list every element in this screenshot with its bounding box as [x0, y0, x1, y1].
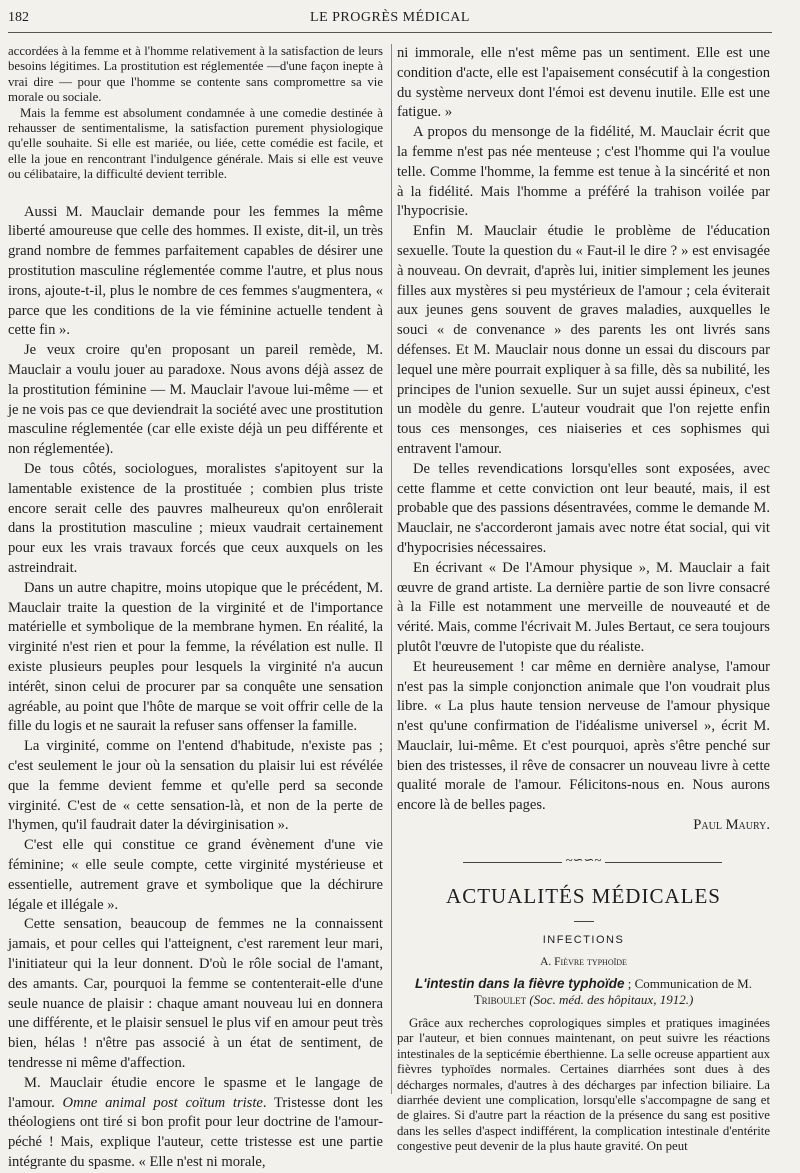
author-signature: Paul Maury.	[693, 817, 770, 834]
article-source: (Soc. méd. des hôpitaux, 1912.)	[526, 991, 694, 1007]
page-number: 182	[8, 10, 29, 25]
left-column	[8, 44, 383, 1173]
column-divider	[391, 44, 392, 1094]
paragraph: De tous côtés, sociologues, moralistes s'apitoyent sur la lamentable existence de la prostituée ; combien plus triste encore serait celle des pauvres malheureux qu'on enrôlerait dans la prostitution masculine ; mieux vaudrait certainement pour eux les vrais travaux forcés que ceux auxquels on les astreindrait.	[8, 461, 383, 576]
article-author: Triboulet	[473, 991, 527, 1007]
paragraph: Aussi M. Mauclair demande pour les femmes la même liberté amoureuse que celle des hommes. Il existe, dit-il, un très grand nombre de femmes parfaitement capables de désirer une prostitution masculine réglementée comme l'autre, et plus nous irons, ajoute-t-il, plus le nombre de ces femmes s'augmentera, « parce que les conditions de la vie féminine actuelle tendent à cette fin ».	[8, 203, 383, 339]
small-print-block	[8, 44, 383, 183]
main-text-block	[8, 203, 383, 1173]
paragraph: La virginité, comme on l'entend d'habitude, n'existe pas ; c'est seulement le jour où la sensation du plaisir lui est révélée que la femme devient femme et qu'elle perd sa seconde virginité. C'est de « cette sensation-là, et non de la perte de l'hymen, qu'il faudrait dater la dévirginisation ».	[8, 738, 383, 834]
right-column	[397, 44, 770, 1155]
section-divider	[397, 851, 770, 872]
paragraph: ni immorale, elle n'est même pas un sentiment. Elle est une condition d'acte, elle est l'apaisement consécutif à la congestion du système nerveux dont l'émoi est devenu inutile. Elle est une fatigue. »	[397, 45, 770, 121]
article-title: L'intestin dans la fièvre typhoïde	[415, 975, 625, 991]
paragraph: C'est elle qui constitue ce grand évènement d'une vie féminine; « elle seule compte, cette virginité mystérieuse et essentielle, autrement grave et symbolique que la déchirure légale et illégale ».	[8, 837, 383, 913]
paragraph: A propos du mensonge de la fidélité, M. Mauclair écrit que la femme n'est pas née menteuse ; c'est l'homme qui l'a voulue telle. Comme l'homme, la femme est tenue à la sincérité et non à la fidélité. Mais l'homme a préféré la trahison voilée par l'hypocrisie.	[397, 124, 770, 220]
latin-quote: Omne animal post coïtum triste	[62, 1094, 263, 1111]
paragraph: M. Mauclair étudie encore le spasme et le langage de l'amour. Omne animal post coïtum triste. Tristesse dont les théologiens ont tiré si bon profit pour leur doctrine de l'amour-péché ! Mais, explique l'auteur, cette tristesse est une partie intégrante du spasme. « Elle n'est ni morale,	[8, 1074, 383, 1170]
section-title: ACTUALITÉS MÉDICALES	[446, 883, 721, 908]
article-heading: L'intestin dans la fièvre typhoïde ; Communication de M. Triboulet (Soc. méd. des hôpitaux, 1912.)	[415, 975, 752, 1007]
section-rule	[574, 921, 594, 922]
paragraph: Enfin M. Mauclair étudie le problème de l'éducation sexuelle. Toute la question du « Faut-il le dire ? » est envisagée à nouveau. On devrait, d'après lui, initier simplement les jeunes filles aux mystères si peu mystérieux de l'amour ; cela éviterait aux jeunes gens souvent de graves maladies, auxquelles le souci « de convenance » des parents les ont livrés sans défenses. Et M. Mauclair nous donne un essai du discours par lequel une mère pourrait expliquer à sa fille, dès sa nubilité, les principes de l'union sexuelle. Sur un sujet aussi épineux, c'est un modèle du genre. L'auteur voudrait que l'on rejette enfin tous ces mensonges, ces niaiseries et ces sophismes qui entravent l'amour.	[397, 223, 770, 457]
ornament: ~∽∽~	[562, 852, 606, 867]
main-text-block	[397, 44, 770, 836]
paragraph: Dans un autre chapitre, moins utopique que le précédent, M. Mauclair traite la question de la virginité et de l'importance matérielle et symbolique de la membrane hymen. En réalité, la virginité n'est rien et pour la femme, la révélation est nulle. Il existe plusieurs peuples pour lesquels la virginité n'a aucun intérêt, sinon celui de procurer par sa conquête une sensation agréable, au point que l'hôte de marque se voit offrir celle de la fille du logis et ne saurait la refuser sans offenser la famille.	[8, 579, 383, 735]
paragraph: En écrivant « De l'Amour physique », M. Mauclair a fait œuvre de grand artiste. La dernière partie de son livre consacré à la Fille est notamment une merveille de nouveauté et de vérité. Mais, comme l'écrivait M. Jules Bertaut, ce sera toujours plutôt l'œuvre de l'utopiste que du réaliste.	[397, 559, 770, 655]
journal-title: LE PROGRÈS MÉDICAL	[310, 10, 470, 25]
paragraph: accordées à la femme et à l'homme relativement à la satisfaction de leurs besoins légitimes. La prostitution est réglementée —d'une façon inepte à vrai dire — pour que l'homme se contente sans compromettre sa vie morale ou sociale.	[8, 44, 383, 105]
page-header	[8, 8, 772, 33]
paragraph: Cette sensation, beaucoup de femmes ne la connaissent jamais, et pour celles qui l'atteignent, c'est rarement leur mari, l'initiateur qui la leur donnent. D'où le rôle social de l'amant, des amants. Car, pourquoi la femme se contenterait-elle d'une seule nuance de plaisir : chaque amant nouveau lui en donnera une différente, et le plaisir sensuel le plus vif en amour peut très bien, hélas ! n'être pas associé à un état de sentiment, de tendresse ni même d'affection.	[8, 916, 383, 1071]
paragraph: Et heureusement ! car même en dernière analyse, l'amour n'est pas la simple conjonction animale que l'on voudrait plus libre. « La plus haute tension nerveuse de l'amour physique n'est qu'une confirmation de l'idéalisme universel », écrit M. Mauclair, lui-même. Et c'est pourquoi, après s'être penché sur bien des tristesses, il rêve de consacrer un nouveau livre à cette qualité morale de l'amour. Félicitons-nous en. Nous aurons encore là de belles pages.	[397, 658, 770, 814]
paragraph: De telles revendications lorsqu'elles sont exposées, avec cette flamme et cette conviction ont leur beauté, mais, il est probable que des passions désentravées, comme le demande M. Mauclair, ne s'accorderont jamais avec notre état social, qui vit d'hypocrisies nécessaires.	[397, 460, 770, 556]
article-body	[397, 1016, 770, 1155]
section-subtitle: INFECTIONS	[542, 933, 625, 946]
paragraph: Je veux croire qu'en proposant un pareil remède, M. Mauclair a voulu jouer au paradoxe. Nous avons déjà assez de la prostitution féminine — M. Mauclair l'avoue lui-même — et je ne vois pas ce que deviendrait la société avec une prostitution masculine réglementée (car elle existe déjà un peu différente et non réglementée).	[8, 342, 383, 458]
paragraph: Grâce aux recherches coprologiques simples et pratiques imaginées par l'auteur, et bien connues maintenant, on peut suivre les réactions intestinales de la septicémie éberthienne. La selle ocreuse appartient aux fièvres typhoïdes normales. Certaines diarrhées sont dues à des décharges normales, d'autres à des décharges par infection biliaire. La diarrhée devient une complication, lorsqu'elle s'accompagne de sang et de glaires. Si d'autre part la réaction de la présence du sang est positive dans les selles d'aspect indifférent, la complication intestinale d'entérite congestive peut devenir de la plus haute gravité. On peut	[397, 1015, 770, 1154]
subsection-title: A. Fièvre typhoïde	[540, 955, 627, 968]
paragraph: Mais la femme est absolument condamnée à une comedie destinée à rehausser de sentimentalisme, la satisfaction purement physiologique qu'elle souhaite. Si elle est mariée, ou liée, cette comédie est facile, et elle la joue en rencontrant l'indulgence générale. Mais si elle est veuve ou célibataire, la difficulté devient terrible.	[8, 105, 383, 182]
